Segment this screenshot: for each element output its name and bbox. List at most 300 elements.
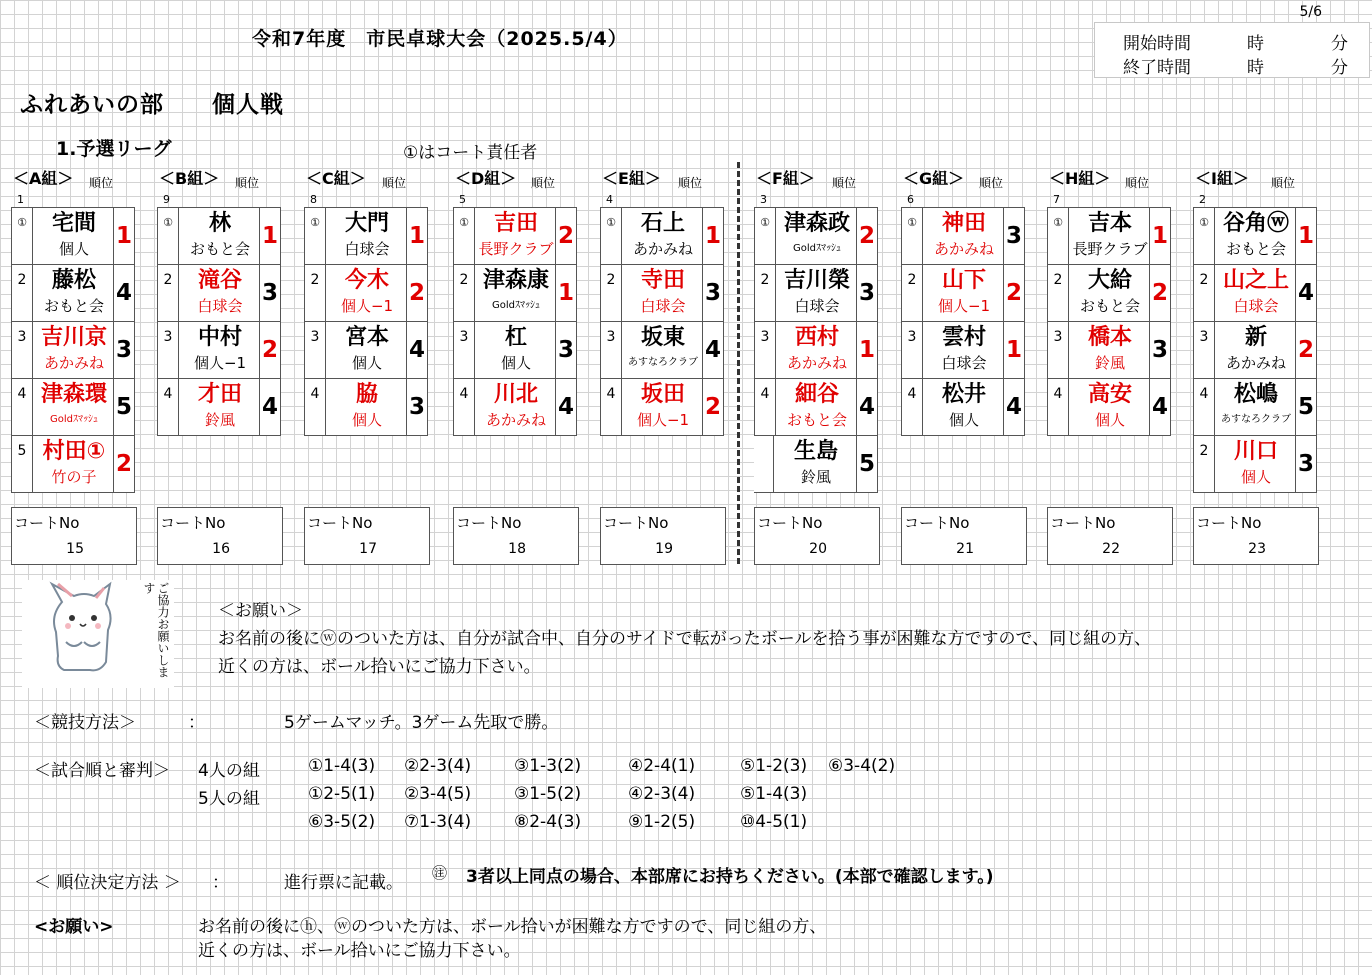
- group-table: [600, 207, 724, 436]
- player-order-number: 2: [1194, 265, 1215, 321]
- group-table: [754, 207, 878, 493]
- player-club: 個人: [58, 240, 89, 258]
- player-name: 村田①: [42, 439, 106, 464]
- player-order-number: 2: [305, 265, 326, 321]
- match-order-item: ⑤1-2(3): [740, 756, 808, 776]
- player-club: おもと会: [1079, 297, 1140, 315]
- player-order-number: 4: [1194, 379, 1215, 435]
- player-order-number: ①: [454, 208, 475, 264]
- player-rank: 2: [555, 208, 576, 264]
- player-name: 宅間: [51, 211, 96, 236]
- group-title: ＜F組＞: [756, 169, 815, 188]
- player-order-number: 4: [305, 379, 326, 435]
- group-title: ＜B組＞: [159, 169, 220, 188]
- player-order-number: 4: [601, 379, 622, 435]
- court-box: [11, 507, 137, 565]
- player-order-number: [753, 436, 774, 492]
- player-row: [1193, 378, 1317, 436]
- player-row: [754, 264, 878, 322]
- player-name: 細谷: [794, 382, 839, 407]
- player-club: あかみね: [786, 354, 847, 372]
- rank-header: 順位: [832, 176, 857, 190]
- player-rank: 4: [259, 379, 280, 435]
- player-name: 今木: [344, 268, 389, 293]
- player-rank: 2: [113, 436, 134, 492]
- player-rank: 4: [406, 322, 427, 378]
- player-name: 坂東: [640, 325, 685, 350]
- match-order-item: ①2-5(1): [308, 784, 376, 804]
- player-order-number: 4: [454, 379, 475, 435]
- player-row: [453, 321, 577, 379]
- player-order-number: 2: [902, 265, 923, 321]
- player-club: おもと会: [43, 297, 104, 315]
- player-club: Goldｽﾏｯｼｭ: [492, 300, 540, 311]
- player-row: [157, 264, 281, 322]
- player-rank: 4: [555, 379, 576, 435]
- player-row: [754, 435, 878, 493]
- group-table: [11, 207, 135, 493]
- player-row: [11, 321, 135, 379]
- player-rank: 4: [702, 322, 723, 378]
- player-rank: 4: [113, 265, 134, 321]
- player-name: 雲村: [941, 325, 986, 350]
- player-club: 個人−1: [636, 411, 690, 429]
- method-label: ＜競技方法＞: [34, 713, 136, 733]
- rank-header: 順位: [235, 176, 260, 190]
- request1-line2: 近くの方は、ボール拾いにご協力下さい。: [218, 657, 541, 677]
- player-club: Goldｽﾏｯｼｭ: [50, 414, 98, 425]
- player-row: [11, 378, 135, 436]
- start-hour-label: 時: [1247, 34, 1264, 54]
- cat-illustration: [22, 580, 174, 688]
- rank-header: 順位: [382, 176, 407, 190]
- player-rank: 3: [113, 322, 134, 378]
- player-row: [754, 378, 878, 436]
- player-name: 谷角ⓦ: [1222, 211, 1289, 236]
- player-order-number: 4: [755, 379, 776, 435]
- player-row: [600, 321, 724, 379]
- player-name: 新: [1244, 325, 1267, 350]
- player-order-number: ①: [1048, 208, 1069, 264]
- order-label: ＜試合順と審判＞: [34, 761, 170, 781]
- match-order-item: ⑩4-5(1): [740, 812, 808, 832]
- group-seed-number: 5: [459, 193, 466, 206]
- section-title: 1.予選リーグ: [56, 138, 172, 160]
- court-box: [600, 507, 726, 565]
- player-row: [304, 378, 428, 436]
- group-table: [157, 207, 281, 436]
- group-title: ＜I組＞: [1195, 169, 1249, 188]
- player-name: 川口: [1233, 439, 1278, 464]
- court-number: 21: [956, 541, 974, 557]
- court-box: [157, 507, 283, 565]
- player-rank: 3: [702, 265, 723, 321]
- player-order-number: ①: [902, 208, 923, 264]
- match-order-item: ⑥3-5(2): [308, 812, 376, 832]
- start-minute-label: 分: [1331, 34, 1348, 54]
- player-row: [453, 207, 577, 265]
- end-hour-label: 時: [1247, 58, 1264, 78]
- player-club: 白球会: [640, 297, 686, 315]
- player-club: 白球会: [344, 240, 390, 258]
- player-club: 鈴風: [1094, 354, 1125, 372]
- player-rank: 2: [406, 265, 427, 321]
- player-row: [11, 207, 135, 265]
- player-rank: 5: [856, 436, 877, 492]
- group-table: [1047, 207, 1171, 436]
- player-rank: 4: [1003, 379, 1024, 435]
- rank-header: 順位: [1125, 176, 1150, 190]
- rank-header: 順位: [1271, 176, 1296, 190]
- player-order-number: 3: [1048, 322, 1069, 378]
- player-row: [901, 321, 1025, 379]
- player-order-number: 3: [12, 322, 33, 378]
- player-name: 石上: [640, 211, 685, 236]
- player-row: [1047, 321, 1171, 379]
- player-rank: 2: [702, 379, 723, 435]
- divider-line: [737, 162, 740, 564]
- player-name: 才田: [197, 382, 242, 407]
- ranking-label: ＜ 順位決定方法 ＞: [34, 873, 181, 893]
- player-name: 川北: [493, 382, 538, 407]
- court-number: 18: [508, 541, 526, 557]
- player-rank: 3: [406, 379, 427, 435]
- player-rank: 3: [1149, 322, 1170, 378]
- court-label: コートNo: [757, 514, 823, 532]
- player-rank: 2: [1003, 265, 1024, 321]
- player-order-number: 2: [755, 265, 776, 321]
- player-row: [600, 207, 724, 265]
- player-name: 滝谷: [197, 268, 242, 293]
- court-box: [304, 507, 430, 565]
- player-order-number: ①: [158, 208, 179, 264]
- court-number: 23: [1248, 541, 1266, 557]
- player-order-number: 4: [1048, 379, 1069, 435]
- player-order-number: ①: [305, 208, 326, 264]
- player-row: [1193, 264, 1317, 322]
- player-row: [1047, 378, 1171, 436]
- court-number: 15: [66, 541, 84, 557]
- player-name: 吉川京: [40, 325, 107, 350]
- player-name: 生島: [793, 439, 838, 464]
- player-name: 林: [208, 211, 231, 236]
- player-order-number: ①: [755, 208, 776, 264]
- player-order-number: 2: [601, 265, 622, 321]
- group-title: ＜C組＞: [306, 169, 366, 188]
- player-name: 西村: [794, 325, 839, 350]
- page-title: 令和7年度 市民卓球大会（2025.5/4）: [252, 28, 628, 50]
- ranking-note: 3者以上同点の場合、本部席にお持ちください。(本部で確認します。): [466, 867, 994, 887]
- player-club: おもと会: [1225, 240, 1286, 258]
- player-order-number: 3: [902, 322, 923, 378]
- group-title: ＜A組＞: [13, 169, 74, 188]
- match-order-item: ②2-3(4): [404, 756, 472, 776]
- player-name: 吉本: [1087, 211, 1132, 236]
- player-row: [304, 207, 428, 265]
- player-name: 山之上: [1222, 268, 1289, 293]
- player-row: [453, 264, 577, 322]
- court-number: 16: [212, 541, 230, 557]
- player-rank: 1: [259, 208, 280, 264]
- match-order-item: ④2-3(4): [628, 784, 696, 804]
- player-order-number: 4: [12, 379, 33, 435]
- player-order-number: ①: [601, 208, 622, 264]
- player-order-number: 5: [12, 436, 33, 492]
- match-order-item: ⑧2-4(3): [514, 812, 582, 832]
- player-name: 松井: [941, 382, 986, 407]
- player-club: あすなろクラブ: [1221, 414, 1291, 425]
- division-title: ふれあいの部 個人戦: [20, 92, 284, 118]
- court-label: コートNo: [1050, 514, 1116, 532]
- player-order-number: 2: [1194, 436, 1215, 492]
- court-box: [1047, 507, 1173, 565]
- player-club: 鈴風: [800, 468, 831, 486]
- player-rank: 5: [1295, 379, 1316, 435]
- player-rank: 2: [1149, 265, 1170, 321]
- player-rank: 3: [259, 265, 280, 321]
- player-club: 個人−1: [937, 297, 991, 315]
- court-label: コートNo: [14, 514, 80, 532]
- player-name: 山下: [941, 268, 986, 293]
- player-name: 高安: [1087, 382, 1132, 407]
- player-rank: 4: [1149, 379, 1170, 435]
- player-row: [1047, 207, 1171, 265]
- player-rank: 1: [702, 208, 723, 264]
- player-rank: 3: [856, 265, 877, 321]
- court-number: 22: [1102, 541, 1120, 557]
- player-row: [600, 378, 724, 436]
- group-table: [1193, 207, 1317, 493]
- player-order-number: 3: [1194, 322, 1215, 378]
- ranking-note-mark: ㊟: [432, 864, 448, 882]
- player-club: 個人: [351, 354, 382, 372]
- player-order-number: 2: [1048, 265, 1069, 321]
- player-name: 脇: [355, 382, 378, 407]
- group-seed-number: 8: [310, 193, 317, 206]
- ranking-text: 進行票に記載。: [284, 873, 403, 893]
- player-club: 個人: [1094, 411, 1125, 429]
- player-row: [157, 207, 281, 265]
- court-manager-note: ①はコート責任者: [403, 143, 538, 163]
- match-order-item: ⑥3-4(2): [828, 756, 896, 776]
- player-club: 長野クラブ: [478, 240, 554, 258]
- player-row: [1193, 435, 1317, 493]
- player-rank: 1: [555, 265, 576, 321]
- court-box: [754, 507, 880, 565]
- player-rank: 1: [1003, 322, 1024, 378]
- group-seed-number: 9: [163, 193, 170, 206]
- player-row: [157, 378, 281, 436]
- player-club: 長野クラブ: [1072, 240, 1148, 258]
- player-row: [754, 321, 878, 379]
- player-club: おもと会: [189, 240, 250, 258]
- player-order-number: 2: [12, 265, 33, 321]
- request1-line1: お名前の後にⓦのついた方は、自分が試合中、自分のサイドで転がったボールを拾う事が困難な方ですので、同じ組の方、: [218, 629, 1152, 649]
- player-rank: 1: [856, 322, 877, 378]
- player-name: 吉田: [493, 211, 538, 236]
- order-four-label: 4人の組: [198, 761, 260, 781]
- player-club: 個人−1: [340, 297, 394, 315]
- player-name: 大門: [344, 211, 389, 236]
- group-title: ＜E組＞: [602, 169, 661, 188]
- player-rank: 3: [555, 322, 576, 378]
- order-five-label: 5人の組: [198, 789, 260, 809]
- player-rank: 3: [1003, 208, 1024, 264]
- player-rank: 1: [113, 208, 134, 264]
- player-name: 津森康: [482, 268, 549, 293]
- player-name: 大給: [1087, 268, 1132, 293]
- group-seed-number: 7: [1053, 193, 1060, 206]
- player-name: 藤松: [51, 268, 96, 293]
- player-row: [11, 264, 135, 322]
- player-row: [304, 264, 428, 322]
- player-club: あかみね: [632, 240, 693, 258]
- player-club: 白球会: [197, 297, 243, 315]
- match-order-item: ⑤1-4(3): [740, 784, 808, 804]
- player-order-number: 2: [454, 265, 475, 321]
- end-minute-label: 分: [1331, 58, 1348, 78]
- player-name: 津森政: [783, 211, 850, 236]
- player-club: 個人−1: [193, 354, 247, 372]
- method-text: 5ゲームマッチ。3ゲーム先取で勝。: [284, 713, 559, 733]
- player-order-number: 3: [454, 322, 475, 378]
- player-order-number: 3: [755, 322, 776, 378]
- player-row: [901, 207, 1025, 265]
- player-rank: 2: [856, 208, 877, 264]
- player-rank: 1: [406, 208, 427, 264]
- player-rank: 4: [856, 379, 877, 435]
- match-order-item: ③1-5(2): [514, 784, 582, 804]
- player-order-number: 2: [158, 265, 179, 321]
- player-name: 津森環: [40, 382, 107, 407]
- court-number: 17: [359, 541, 377, 557]
- player-club: あかみね: [933, 240, 994, 258]
- player-club: 白球会: [1233, 297, 1279, 315]
- player-row: [453, 378, 577, 436]
- player-row: [901, 378, 1025, 436]
- player-club: おもと会: [786, 411, 847, 429]
- player-row: [754, 207, 878, 265]
- player-rank: 3: [1295, 436, 1316, 492]
- player-club: あすなろクラブ: [628, 357, 698, 368]
- court-number: 19: [655, 541, 673, 557]
- player-order-number: 3: [158, 322, 179, 378]
- court-label: コートNo: [603, 514, 669, 532]
- player-rank: 2: [1295, 322, 1316, 378]
- player-row: [11, 435, 135, 493]
- player-rank: 1: [1149, 208, 1170, 264]
- method-colon: ：: [188, 713, 205, 733]
- player-name: 寺田: [640, 268, 685, 293]
- player-row: [1193, 207, 1317, 265]
- player-name: 宮本: [344, 325, 389, 350]
- court-label: コートNo: [456, 514, 522, 532]
- start-time-label: 開始時間: [1123, 34, 1191, 54]
- player-club: 個人: [351, 411, 382, 429]
- rank-header: 順位: [531, 176, 556, 190]
- match-order-item: ②3-4(5): [404, 784, 472, 804]
- request2-title: <お願い>: [34, 917, 114, 937]
- rank-header: 順位: [979, 176, 1004, 190]
- player-row: [304, 321, 428, 379]
- player-row: [1193, 321, 1317, 379]
- player-order-number: 3: [601, 322, 622, 378]
- player-rank: 5: [113, 379, 134, 435]
- player-row: [157, 321, 281, 379]
- player-name: 橋本: [1087, 325, 1132, 350]
- player-row: [1047, 264, 1171, 322]
- player-club: あかみね: [1225, 354, 1286, 372]
- player-name: 坂田: [640, 382, 685, 407]
- court-label: コートNo: [307, 514, 373, 532]
- court-box: [1193, 507, 1319, 565]
- player-order-number: ①: [1194, 208, 1215, 264]
- player-order-number: ①: [12, 208, 33, 264]
- rank-header: 順位: [678, 176, 703, 190]
- request2-line2: 近くの方は、ボール拾いにご協力下さい。: [198, 941, 521, 961]
- group-table: [453, 207, 577, 436]
- match-order-item: ⑨1-2(5): [628, 812, 696, 832]
- ranking-colon: ：: [212, 873, 229, 893]
- player-row: [901, 264, 1025, 322]
- player-club: あかみね: [43, 354, 104, 372]
- court-label: コートNo: [1196, 514, 1262, 532]
- rank-header: 順位: [89, 176, 114, 190]
- cat-caption: [124, 582, 170, 682]
- group-seed-number: 1: [17, 193, 24, 206]
- end-time-label: 終了時間: [1123, 58, 1191, 78]
- player-order-number: 3: [305, 322, 326, 378]
- match-order-item: ⑦1-3(4): [404, 812, 472, 832]
- page-number: 5/6: [1299, 4, 1322, 20]
- court-box: [901, 507, 1027, 565]
- request1-title: ＜お願い＞: [218, 601, 303, 621]
- group-title: ＜D組＞: [455, 169, 517, 188]
- player-rank: 1: [1295, 208, 1316, 264]
- player-club: あかみね: [485, 411, 546, 429]
- player-club: 個人: [500, 354, 531, 372]
- match-order-item: ④2-4(1): [628, 756, 696, 776]
- court-box: [453, 507, 579, 565]
- court-label: コートNo: [160, 514, 226, 532]
- player-name: 杠: [504, 325, 527, 350]
- player-name: 吉川榮: [783, 268, 850, 293]
- match-order-item: ③1-3(2): [514, 756, 582, 776]
- player-name: 松嶋: [1233, 382, 1278, 407]
- player-row: [600, 264, 724, 322]
- time-box: [1094, 22, 1370, 78]
- group-seed-number: 2: [1199, 193, 1206, 206]
- group-seed-number: 6: [907, 193, 914, 206]
- player-club: 個人: [1240, 468, 1271, 486]
- request2-line1: お名前の後にⓗ、ⓦのついた方は、ボール拾いが困難な方ですので、同じ組の方、: [198, 917, 827, 937]
- player-name: 中村: [197, 325, 242, 350]
- player-club: 個人: [948, 411, 979, 429]
- player-club: 白球会: [941, 354, 987, 372]
- group-title: ＜G組＞: [903, 169, 965, 188]
- court-number: 20: [809, 541, 827, 557]
- group-seed-number: 4: [606, 193, 613, 206]
- player-club: Goldｽﾏｯｼｭ: [793, 243, 841, 254]
- match-order-item: ①1-4(3): [308, 756, 376, 776]
- player-club: 鈴風: [204, 411, 235, 429]
- court-label: コートNo: [904, 514, 970, 532]
- player-rank: 2: [259, 322, 280, 378]
- group-table: [304, 207, 428, 436]
- player-order-number: 4: [158, 379, 179, 435]
- group-seed-number: 3: [760, 193, 767, 206]
- player-club: 白球会: [794, 297, 840, 315]
